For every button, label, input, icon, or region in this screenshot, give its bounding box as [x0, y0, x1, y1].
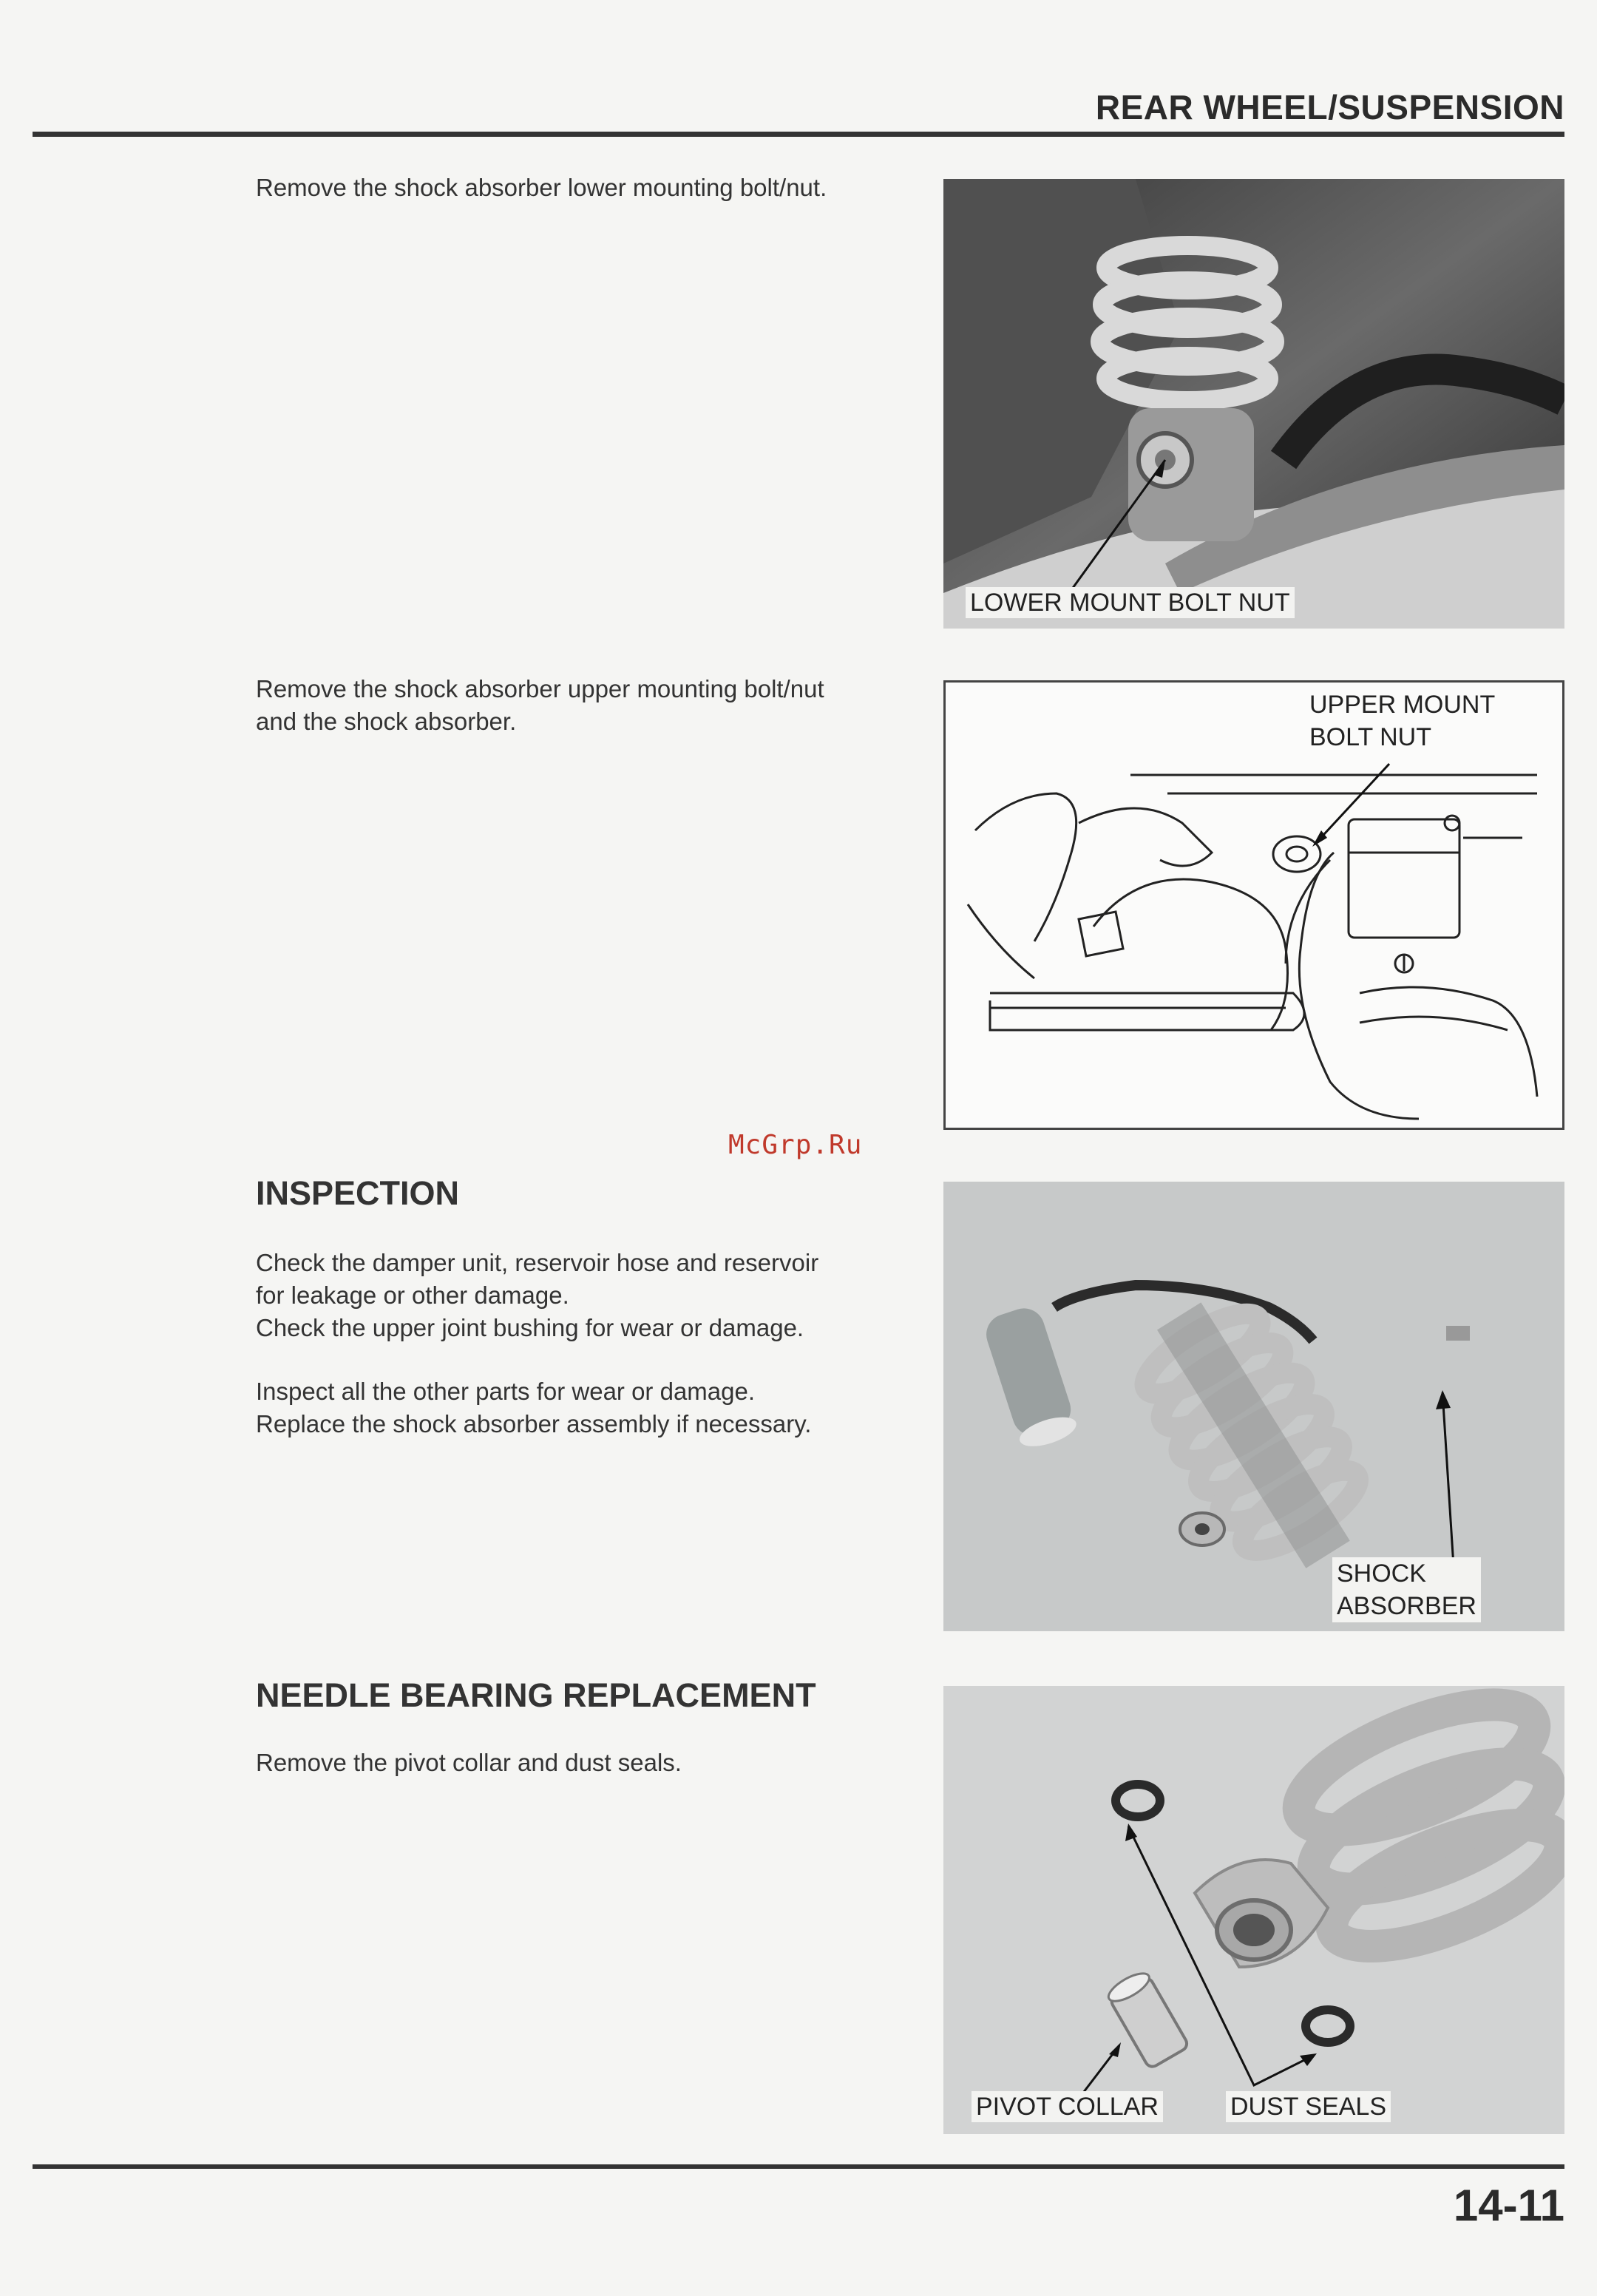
needle-bearing-line: Remove the pivot collar and dust seals.: [256, 1749, 682, 1776]
section-title: REAR WHEEL/SUSPENSION: [1095, 88, 1564, 126]
header-rule: [33, 132, 1564, 137]
inspection-line-3: Check the upper joint bushing for wear or damage.: [256, 1314, 804, 1341]
watermark: McGrp.Ru: [728, 1130, 863, 1160]
step-upper-mount-line-1: Remove the shock absorber upper mounting bolt/nut: [256, 675, 824, 702]
step-lower-mount-text: Remove the shock absorber lower mounting bolt/nut.: [256, 174, 827, 201]
upper-mount-label: [1305, 688, 1499, 754]
needle-bearing-heading: NEEDLE BEARING REPLACEMENT: [256, 1676, 816, 1714]
step-upper-mount-line-2: and the shock absorber.: [256, 708, 517, 735]
shock-absorber-label-line-1: SHOCK: [1337, 1560, 1426, 1588]
upper-mount-label-line-2: BOLT NUT: [1309, 723, 1431, 751]
pivot-collar-photo: [943, 1686, 1564, 2134]
inspection-line-2: for leakage or other damage.: [256, 1281, 569, 1309]
inspection-heading: INSPECTION: [256, 1174, 460, 1212]
inspection-line-5: Replace the shock absorber assembly if necessary.: [256, 1410, 812, 1437]
lower-mount-photo: [943, 179, 1564, 629]
upper-mount-label-line-1: UPPER MOUNT: [1309, 691, 1496, 719]
shock-absorber-label-line-2: ABSORBER: [1337, 1592, 1476, 1620]
page-number: 14-11: [1453, 2181, 1564, 2230]
step-lower-mount: [256, 172, 921, 204]
inspection-line-4: Inspect all the other parts for wear or damage.: [256, 1378, 756, 1405]
shock-absorber-photo: [943, 1182, 1564, 1631]
dust-seals-label: DUST SEALS: [1226, 2091, 1391, 2122]
inspection-line-1: Check the damper unit, reservoir hose and reservoir: [256, 1249, 819, 1276]
lower-mount-label: LOWER MOUNT BOLT NUT: [966, 587, 1295, 618]
upper-mount-drawing: [943, 680, 1564, 1130]
inspection-text: [256, 1247, 921, 1440]
shock-absorber-label: [1332, 1557, 1481, 1622]
pivot-collar-label: PIVOT COLLAR: [972, 2091, 1163, 2122]
step-upper-mount: [256, 673, 921, 738]
needle-bearing-text: [256, 1747, 921, 1779]
footer-rule: [33, 2164, 1564, 2169]
